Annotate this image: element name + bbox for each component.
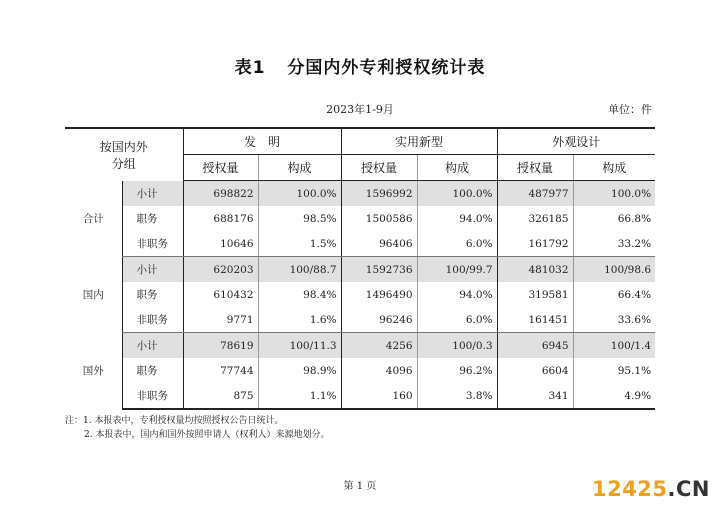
cell: 77744 (183, 358, 258, 383)
table-row (65, 358, 655, 383)
cell: 6.0% (417, 231, 497, 257)
cell: 100/0.3 (417, 333, 497, 359)
cell: 6.0% (417, 307, 497, 333)
cell: 66.4% (573, 282, 655, 307)
cell: 698822 (183, 181, 258, 207)
table-number: 表1 (234, 58, 266, 78)
table-row (65, 181, 655, 207)
cell: 620203 (183, 257, 258, 283)
unit-label: 单位：件 (608, 103, 652, 116)
col-design: 外观设计 (497, 128, 655, 155)
cell: 96406 (341, 231, 417, 257)
cell: 100.0% (573, 181, 655, 207)
cell: 1.1% (258, 383, 341, 409)
row-label: 非职务 (122, 307, 183, 333)
row-label: 小计 (122, 333, 183, 359)
cell: 326185 (497, 206, 573, 231)
cell: 96.2% (417, 358, 497, 383)
group-label: 国外 (82, 365, 104, 378)
cell: 9771 (183, 307, 258, 333)
cell: 6945 (497, 333, 573, 359)
row-label: 非职务 (122, 231, 183, 257)
col-granted: 授权量 (497, 155, 573, 181)
cell: 610432 (183, 282, 258, 307)
cell: 161792 (497, 231, 573, 257)
table-row (65, 206, 655, 231)
col-granted: 授权量 (183, 155, 258, 181)
table-row (65, 282, 655, 307)
table-row (65, 257, 655, 283)
cell: 94.0% (417, 206, 497, 231)
cell: 100/1.4 (573, 333, 655, 359)
group-header: 按国内外 分组 (65, 128, 183, 181)
row-label: 小计 (122, 257, 183, 283)
cell: 875 (183, 383, 258, 409)
cell: 78619 (183, 333, 258, 359)
table-row (65, 231, 655, 257)
report-period: 2023年1-9月 (326, 103, 394, 116)
row-label: 职务 (122, 358, 183, 383)
cell: 98.4% (258, 282, 341, 307)
page-title (0, 53, 720, 78)
col-utility-model: 实用新型 (341, 128, 497, 155)
cell: 100/99.7 (417, 257, 497, 283)
cell: 33.6% (573, 307, 655, 333)
cell: 6604 (497, 358, 573, 383)
group-label: 合计 (82, 213, 104, 225)
row-label: 非职务 (122, 383, 183, 409)
row-label: 职务 (122, 282, 183, 307)
table-row (65, 383, 655, 409)
footnotes (65, 414, 329, 442)
col-granted: 授权量 (341, 155, 417, 181)
cell: 100/98.6 (573, 257, 655, 283)
cell: 688176 (183, 206, 258, 231)
table-row (65, 307, 655, 333)
table-row (65, 333, 655, 359)
cell: 98.5% (258, 206, 341, 231)
cell: 160 (341, 383, 417, 409)
cell: 161451 (497, 307, 573, 333)
cell: 1.6% (258, 307, 341, 333)
cell: 98.9% (258, 358, 341, 383)
col-invention: 发 明 (183, 128, 341, 155)
cell: 481032 (497, 257, 573, 283)
cell: 4.9% (573, 383, 655, 409)
cell: 4256 (341, 333, 417, 359)
col-share: 构成 (573, 155, 655, 181)
cell: 341 (497, 383, 573, 409)
cell: 33.2% (573, 231, 655, 257)
cell: 100/11.3 (258, 333, 341, 359)
cell: 1.5% (258, 231, 341, 257)
row-label: 职务 (122, 206, 183, 231)
cell: 94.0% (417, 282, 497, 307)
cell: 487977 (497, 181, 573, 207)
cell: 1596992 (341, 181, 417, 207)
cell: 10646 (183, 231, 258, 257)
group-label: 国内 (82, 289, 104, 301)
row-label: 小计 (122, 181, 183, 207)
cell: 96246 (341, 307, 417, 333)
cell: 3.8% (417, 383, 497, 409)
col-share: 构成 (258, 155, 341, 181)
cell: 319581 (497, 282, 573, 307)
cell: 66.8% (573, 206, 655, 231)
cell: 100/88.7 (258, 257, 341, 283)
cell: 4096 (341, 358, 417, 383)
cell: 100.0% (258, 181, 341, 207)
col-share: 构成 (417, 155, 497, 181)
cell: 95.1% (573, 358, 655, 383)
footnote: 注：1. 本报表中，专利授权量均按照授权公告日统计。 (65, 416, 284, 426)
footnote: 2. 本报表中，国内和国外按照申请人（权利人）来源地划分。 (84, 430, 330, 440)
table-title: 分国内外专利授权统计表 (287, 58, 486, 78)
site-watermark: 12425.CN (591, 477, 710, 501)
cell: 1500586 (341, 206, 417, 231)
cell: 1496490 (341, 282, 417, 307)
patent-stats-table (65, 127, 655, 410)
cell: 1592736 (341, 257, 417, 283)
page-number: 第 1 页 (343, 481, 377, 492)
cell: 100.0% (417, 181, 497, 207)
